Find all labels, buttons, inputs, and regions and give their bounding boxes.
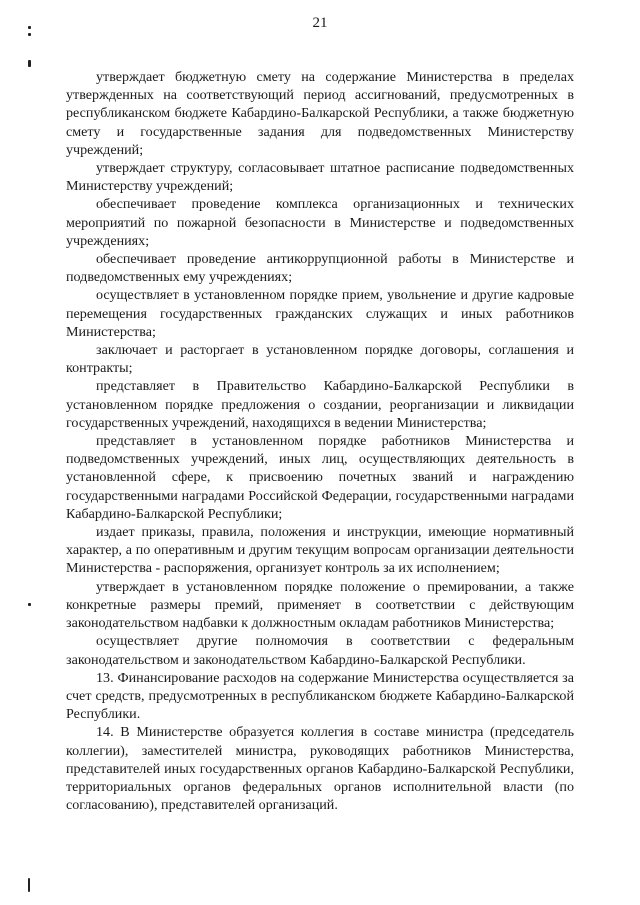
paragraph-collegium: 14. В Министерстве образуется коллегия в составе министра (председатель коллегии), заместителей министра, руководящих работников Министерства, представителей иных государственных органов Кабардино-Балкарской Республики, территориальных органов федеральных органов исполнительной власти (по согласованию), представителей организаций.	[66, 724, 574, 814]
paragraph-other-powers: осуществляет другие полномочия в соответствии с федеральным законодательством и законодательством Кабардино-Балкарской Республики.	[66, 633, 574, 668]
document-body	[66, 68, 574, 814]
paragraph-proposals: представляет в Правительство Кабардино-Балкарской Республики в установленном порядке предложения о создании, реорганизации и ликвидации государственных учреждений, находящихся в ведении Министерства;	[66, 378, 574, 431]
scan-mark-left	[28, 60, 31, 67]
paragraph-contracts: заключает и расторгает в установленном порядке договоры, соглашения и контракты;	[66, 342, 574, 377]
paragraph-bonuses: утверждает в установленном порядке положение о премировании, а также конкретные размеры премий, применяет в соответствии с действующим законодательством надбавки к должностным окладам работников Министерства;	[66, 578, 574, 632]
paragraph-awards: представляет в установленном порядке работников Министерства и подведомственных учреждений, иных лиц, осуществляющих деятельность в установленной сфере, к присвоению почетных званий и награждению государственными наградами Российской Федерации, государственными наградами Кабардино-Балкарской Республики;	[66, 433, 574, 522]
scan-mark-middle	[28, 603, 31, 606]
scan-mark-top	[28, 26, 31, 29]
paragraph-budget-estimate: утверждает бюджетную смету на содержание Министерства в пределах утвержденных на соответствующий период ассигнований, предусмотренных в республиканском бюджете Кабардино-Балкарской Республики, а также бюджетную смету и государственные задания для подведомственных Министерству учреждений;	[66, 69, 574, 158]
paragraph-orders: издает приказы, правила, положения и инструкции, имеющие нормативный характер, а по оперативным и другим текущим вопросам организации деятельности Министерства - распоряжения, организует контроль за их исполнением;	[66, 524, 574, 577]
paragraph-financing: 13. Финансирование расходов на содержание Министерства осуществляется за счет средств, предусмотренных в республиканском бюджете Кабардино-Балкарской Республики.	[66, 669, 574, 723]
paragraph-fire-safety: обеспечивает проведение комплекса организационных и технических мероприятий по пожарной безопасности в Министерстве и подведомственных учреждениях;	[66, 196, 574, 249]
paragraph-anticorruption: обеспечивает проведение антикоррупционной работы в Министерстве и подведомственных ему учреждениях;	[66, 251, 574, 286]
scan-mark-bottom	[28, 878, 30, 892]
paragraph-structure: утверждает структуру, согласовывает штатное расписание подведомственных Министерству учреждений;	[66, 160, 574, 195]
page-number: 21	[312, 15, 328, 31]
scan-mark-top-2	[28, 33, 31, 36]
paragraph-personnel: осуществляет в установленном порядке прием, увольнение и другие кадровые перемещения государственных гражданских служащих и иных работников Министерства;	[66, 287, 574, 340]
